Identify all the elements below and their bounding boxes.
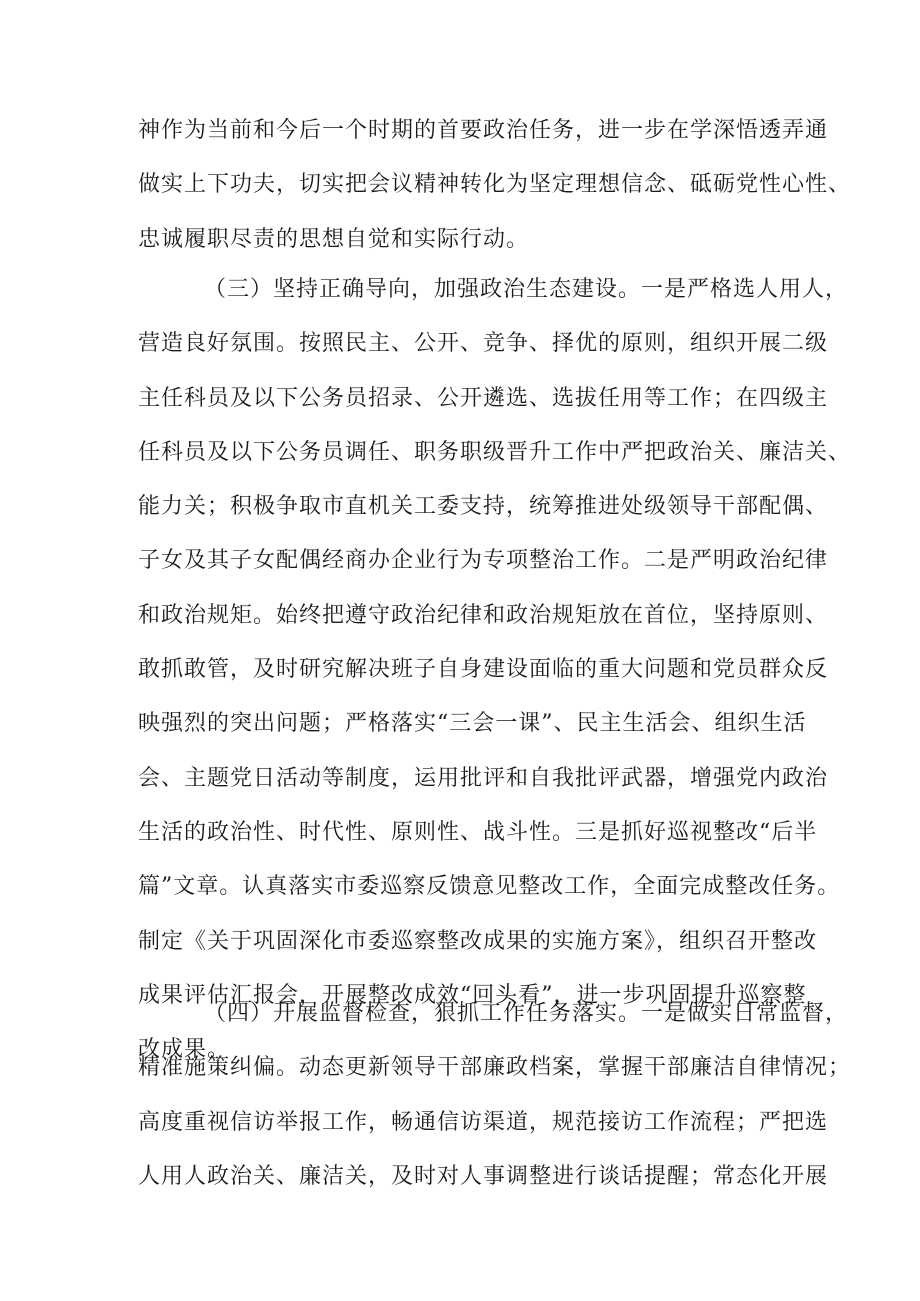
text-line: 会、主题党日活动等制度，运用批评和自我批评武器，增强党内政治 [138, 765, 829, 791]
text-line: 敢抓敢管，及时研究解决班子自身建设面临的重大问题和党员群众反 [138, 657, 829, 683]
text-line: 篇”文章。认真落实市委巡察反馈意见整改工作，全面完成整改任务。 [138, 874, 841, 900]
text-line: 做实上下功夫，切实把会议精神转化为坚定理想信念、砥砺党性心性、 [138, 172, 852, 198]
text-line: 制定《关于巩固深化市委巡察整改成果的实施方案》，组织召开整改 [138, 928, 818, 954]
paragraph-section-four [138, 987, 852, 1204]
text-line: 营造良好氛围。按照民主、公开、竞争、择优的原则，组织开展二级 [138, 331, 829, 357]
text-line: 和政治规矩。始终把遵守政治纪律和政治规矩放在首位，坚持原则、 [138, 602, 829, 628]
text-line: 任科员及以下公务员调任、职务职级晋升工作中严把政治关、廉洁关、 [138, 439, 852, 465]
text-line: 高度重视信访举报工作，畅通信访渠道，规范接访工作流程；严把选 [138, 1109, 829, 1135]
paragraph-section-three [138, 263, 852, 1077]
text-line: 成果评估汇报会，开展整改成效“回头看”，进一步巩固提升巡察整 [138, 982, 807, 1008]
text-line: （三）坚持正确导向，加强政治生态建设。一是严格选人用人， [204, 277, 849, 302]
text-line: 改成果。 [138, 1037, 231, 1063]
text-line: 子女及其子女配偶经商办企业行为专项整治工作。二是严明政治纪律 [138, 548, 829, 574]
paragraph-continuation [138, 104, 852, 267]
text-line: 人用人政治关、廉洁关，及时对人事调整进行谈话提醒；常态化开展 [138, 1163, 829, 1189]
text-line: 精准施策纠偏。动态更新领导干部廉政档案，掌握干部廉洁自律情况； [138, 1055, 852, 1081]
text-line: 生活的政治性、时代性、原则性、战斗性。三是抓好巡视整改“后半 [138, 819, 818, 845]
text-line: 能力关；积极争取市直机关工委支持，统筹推进处级领导干部配偶、 [138, 494, 829, 520]
text-line: 忠诚履职尽责的思想自觉和实际行动。 [138, 226, 530, 252]
text-line: （四）开展监督检查，狠抓工作任务落实。一是做实日常监督， [204, 1001, 849, 1026]
text-line: 主任科员及以下公务员招录、公开遴选、选拔任用等工作；在四级主 [138, 385, 829, 411]
text-line: 映强烈的突出问题；严格落实“三会一课”、民主生活会、组织生活 [138, 711, 807, 737]
text-line: 神作为当前和今后一个时期的首要政治任务，进一步在学深悟透弄通 [138, 118, 829, 143]
